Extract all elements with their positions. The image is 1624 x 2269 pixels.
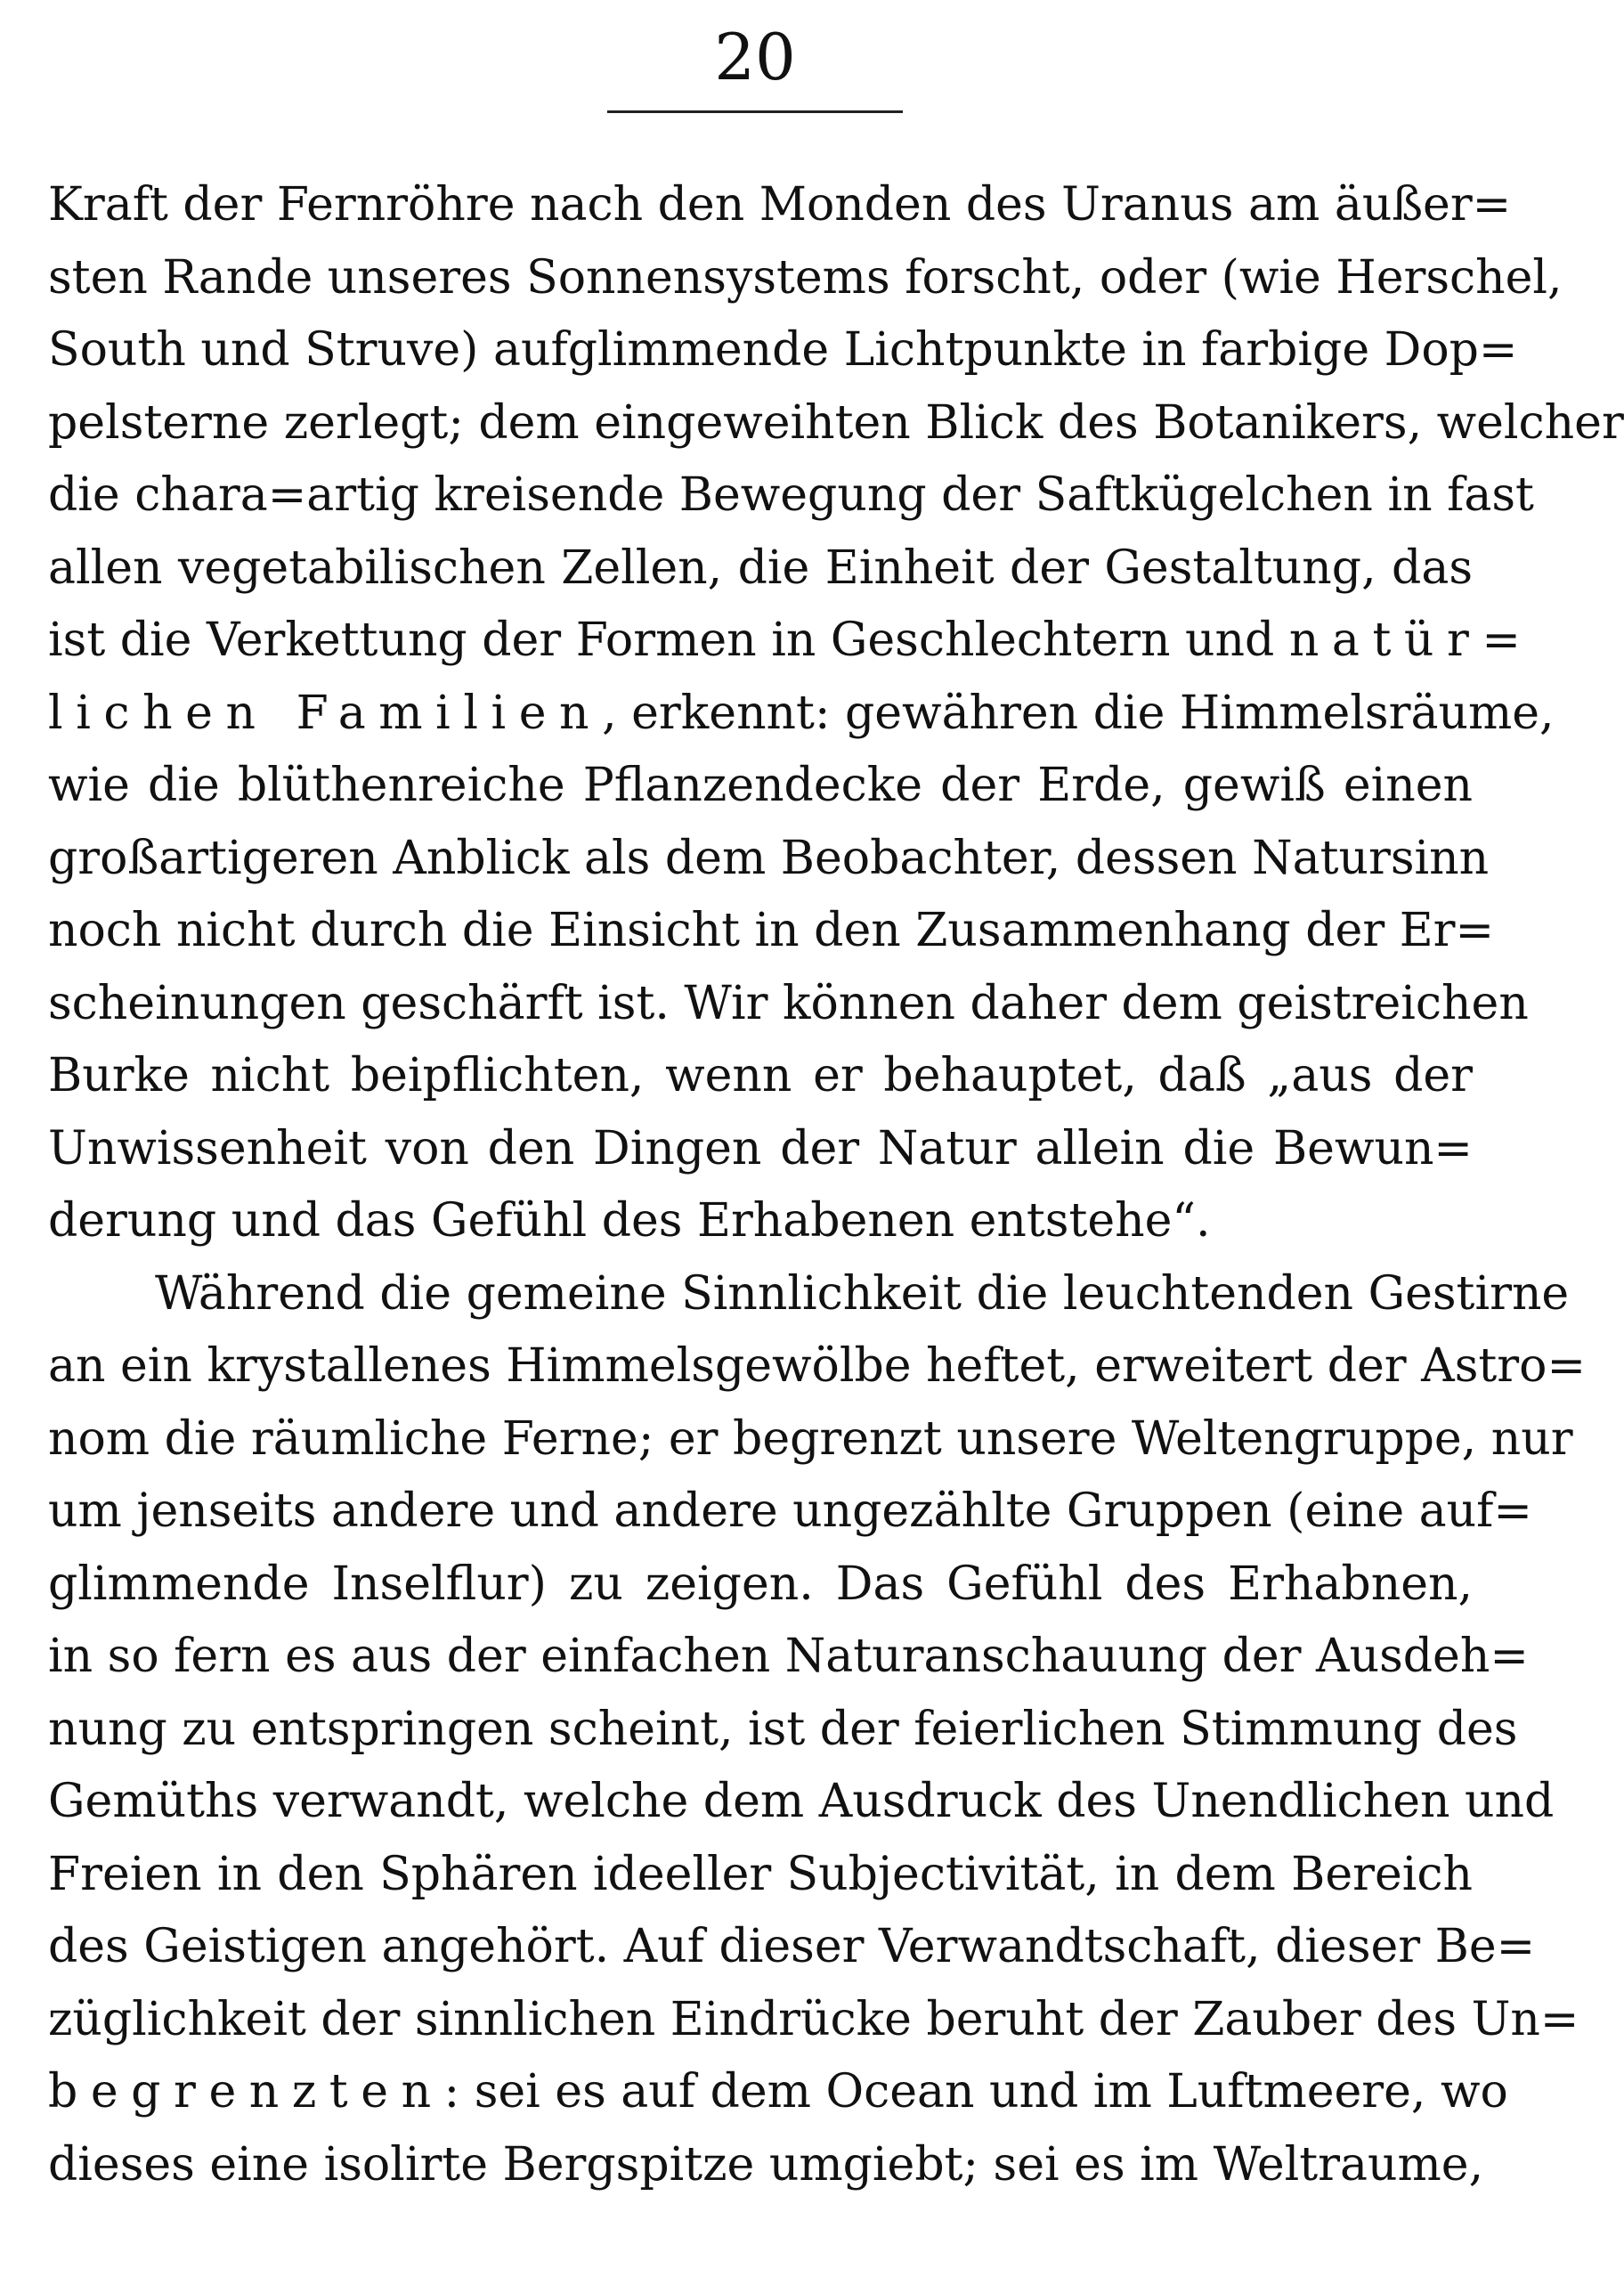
text-line: die chara=artig kreisende Bewegung der Saftkügelchen in fast	[48, 468, 1534, 522]
text-line	[48, 605, 1534, 678]
text-line: an ein krystallenes Himmelsgewölbe heftet, erweitert der Astro=	[48, 1339, 1587, 1393]
page-number: 20	[714, 20, 796, 94]
text-line	[48, 678, 1555, 751]
text-segment: , erkennt: gewähren die Himmelsräume,	[602, 686, 1555, 740]
text-line: dieses eine isolirte Bergspitze umgiebt; sei es im Weltraume,	[48, 2137, 1484, 2192]
text-line: in so fern es aus der einfachen Naturanschauung der Ausdeh=	[48, 1630, 1529, 1683]
header-rule	[607, 110, 903, 113]
text-line: noch nicht durch die Einsicht in den Zusammenhang der Er=	[48, 904, 1495, 957]
text-segment: : sei es auf dem Ocean und im Luftmeere, wo	[443, 2065, 1508, 2119]
text-line: Freien in den Sphären ideeller Subjectivität, in dem Bereich	[48, 1847, 1473, 1901]
text-line: Kraft der Fernröhre nach den Monden des Uranus am äußer=	[48, 178, 1512, 232]
text-line: um jenseits andere und andere ungezählte Gruppen (eine auf=	[48, 1484, 1532, 1538]
text-segment: ist die Verkettung der Formen in Geschlechtern und	[48, 614, 1289, 667]
text-line: wie die blüthenreiche Pflanzendecke der Erde, gewiß einen	[48, 759, 1473, 812]
spaced-emphasis-words: lichen Familien	[48, 686, 603, 740]
body-text	[48, 169, 1624, 2201]
text-line: Unwissenheit von den Dingen der Natur allein die Bewun=	[48, 1121, 1473, 1175]
text-line: nom die räumliche Ferne; er begrenzt unsere Weltengruppe, nur	[48, 1411, 1573, 1466]
text-line	[48, 2056, 1508, 2129]
text-line: glimmende Inselflur) zu zeigen. Das Gefühl des Erhabnen,	[48, 1557, 1473, 1611]
text-line: South und Struve) aufglimmende Lichtpunkte in farbige Dop=	[48, 323, 1518, 377]
text-line: scheinungen geschärft ist. Wir können daher dem geistreichen	[48, 976, 1529, 1030]
text-line: Gemüths verwandt, welche dem Ausdruck des Unendlichen und	[48, 1775, 1555, 1828]
text-line: derung und das Gefühl des Erhabenen entstehe“.	[48, 1194, 1211, 1248]
text-line: großartigeren Anblick als dem Beobachter, dessen Natursinn	[48, 831, 1490, 885]
spaced-emphasis-word: natür=	[1288, 614, 1534, 667]
text-line: Burke nicht beipflichten, wenn er behauptet, daß „aus der	[48, 1049, 1473, 1102]
text-line: Während die gemeine Sinnlichkeit die leuchtenden Gestirne	[155, 1266, 1570, 1321]
text-line: des Geistigen angehört. Auf dieser Verwandtschaft, dieser Be=	[48, 1920, 1536, 1973]
text-line: sten Rande unseres Sonnensystems forscht, oder (wie Herschel,	[48, 250, 1563, 305]
text-line: allen vegetabilischen Zellen, die Einheit der Gestaltung, das	[48, 541, 1473, 595]
text-line: züglichkeit der sinnlichen Eindrücke beruht der Zauber des Un=	[48, 1992, 1579, 2046]
text-line: pelsterne zerlegt; dem eingeweihten Blick des Botanikers, welcher	[48, 395, 1624, 450]
text-line: nung zu entspringen scheint, ist der feierlichen Stimmung des	[48, 1702, 1518, 1756]
spaced-emphasis-word: begrenzten	[48, 2065, 444, 2119]
